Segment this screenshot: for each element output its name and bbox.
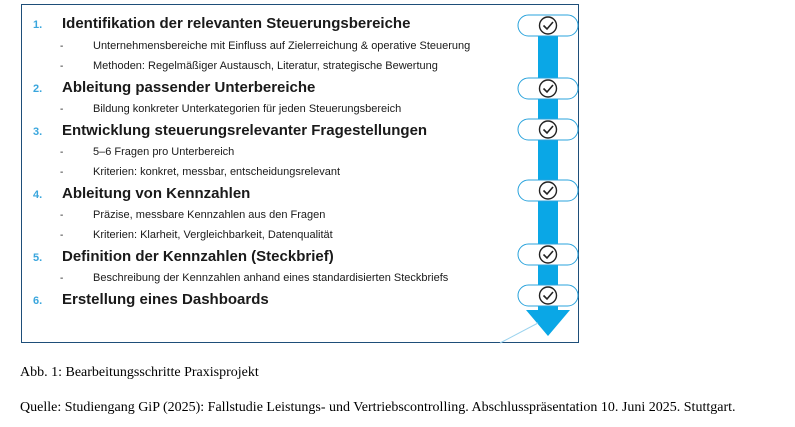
bullet-text: Methoden: Regelmäßiger Austausch, Literatur, strategische Bewertung xyxy=(93,60,438,72)
check-circle-icon xyxy=(540,80,557,97)
bullet-marker: - xyxy=(60,61,64,72)
figure-caption: Abb. 1: Bearbeitungsschritte Praxisprojekt xyxy=(20,365,259,380)
bullet-text: Kriterien: Klarheit, Vergleichbarkeit, Datenqualität xyxy=(93,229,333,241)
checkpoint-2 xyxy=(518,78,578,99)
check-circle-icon xyxy=(540,121,557,138)
bullet-marker: - xyxy=(60,147,64,158)
bullet-text: Kriterien: konkret, messbar, entscheidungsrelevant xyxy=(93,166,341,178)
source-line: Quelle: Studiengang GiP (2025): Fallstudie Leistungs- und Vertriebscontrolling. Abschlusspräsentation 10. Juni 2025. Stuttgart. xyxy=(20,400,736,415)
checkpoint-5 xyxy=(518,244,578,265)
bullet-marker: - xyxy=(60,104,64,115)
bullet-marker: - xyxy=(60,273,64,284)
step-1-title: Identifikation der relevanten Steuerungsbereiche xyxy=(62,15,411,32)
step-3-title: Entwicklung steuerungsrelevanter Fragestellungen xyxy=(62,122,428,139)
bullet-text: 5–6 Fragen pro Unterbereich xyxy=(93,146,235,158)
checkpoint-1 xyxy=(518,15,578,36)
step-6-number: 6. xyxy=(33,295,43,307)
arrow-head xyxy=(526,310,570,336)
check-circle-icon xyxy=(540,182,557,199)
checkpoint-6 xyxy=(518,285,578,306)
step-4-title: Ableitung von Kennzahlen xyxy=(62,185,251,202)
checkpoint-4 xyxy=(518,180,578,201)
step-5-title: Definition der Kennzahlen (Steckbrief) xyxy=(62,248,334,265)
check-circle-icon xyxy=(540,246,557,263)
bullet-text: Bildung konkreter Unterkategorien für jeden Steuerungsbereich xyxy=(93,103,402,115)
bullet-marker: - xyxy=(60,167,64,178)
step-4-number: 4. xyxy=(33,189,43,201)
step-2-title: Ableitung passender Unterbereiche xyxy=(62,79,316,96)
bullet-marker: - xyxy=(60,210,64,221)
bullet-marker: - xyxy=(60,230,64,241)
check-circle-icon xyxy=(540,17,557,34)
step-1-number: 1. xyxy=(33,19,43,31)
process-diagram-frame xyxy=(21,4,579,343)
step-2-number: 2. xyxy=(33,83,43,95)
connector-line xyxy=(500,323,538,343)
arrow-shaft xyxy=(538,15,558,311)
process-arrow xyxy=(22,5,580,344)
check-circle-icon xyxy=(540,287,557,304)
bullet-text: Unternehmensbereiche mit Einfluss auf Zielerreichung & operative Steuerung xyxy=(93,40,471,52)
bullet-text: Präzise, messbare Kennzahlen aus den Fragen xyxy=(93,209,326,221)
bullet-text: Beschreibung der Kennzahlen anhand eines standardisierten Steckbriefs xyxy=(93,272,449,284)
step-5-number: 5. xyxy=(33,252,43,264)
bullet-marker: - xyxy=(60,41,64,52)
checkpoint-3 xyxy=(518,119,578,140)
step-6-title: Erstellung eines Dashboards xyxy=(62,291,269,308)
step-3-number: 3. xyxy=(33,126,43,138)
